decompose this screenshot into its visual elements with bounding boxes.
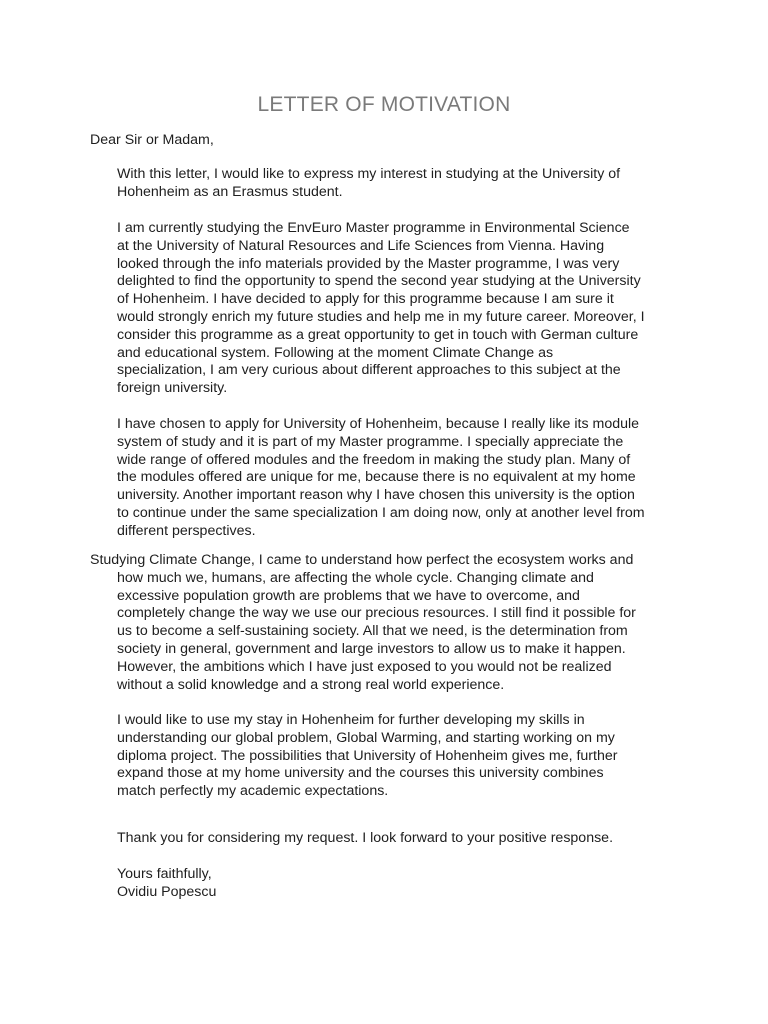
text-line: system of study and it is part of my Master programme. I specially appreciate the [117, 433, 624, 450]
text-line: I have chosen to apply for University of Hohenheim, because I really like its module [117, 416, 640, 432]
text-line: With this letter, I would like to express my interest in studying at the University of [117, 166, 621, 182]
paragraph-current-studies [117, 220, 697, 398]
text-line: how much we, humans, are affecting the whole cycle. Changing climate and [117, 569, 594, 586]
text-line: Thank you for considering my request. I look forward to your positive response. [117, 830, 614, 846]
text-line: understanding our global problem, Global Warming, and starting working on my [117, 729, 615, 746]
text-line: Hohenheim as an Erasmus student. [117, 183, 343, 200]
paragraph-intro [117, 166, 697, 202]
letter-title: LETTER OF MOTIVATION [257, 93, 511, 116]
paragraph-stay-plans [117, 712, 697, 801]
paragraph-climate-change [90, 552, 690, 694]
text-line: excessive population growth are problems that we have to overcome, and [117, 587, 580, 604]
text-line: to continue under the same specialization I am doing now, only at another level from [117, 504, 645, 521]
text-line: specialization, I am very curious about different approaches to this subject at the [117, 362, 621, 379]
text-line: I would like to use my stay in Hohenheim for further developing my skills in [117, 712, 585, 728]
text-line: consider this programme as a great opportunity to get in touch with German culture [117, 326, 639, 343]
text-line: society in general, government and large investors to allow us to make it happen. [117, 640, 626, 657]
text-line: at the University of Natural Resources and Life Sciences from Vienna. Having [117, 237, 605, 254]
text-line: us to become a self-sustaining society. All that we need, is the determination from [117, 623, 628, 640]
text-line: university. Another important reason why I have chosen this university is the option [117, 487, 635, 504]
paragraph-reasons [117, 416, 697, 541]
text-line: foreign university. [117, 380, 228, 397]
text-line: expand those at my home university and the courses this university combines [117, 765, 604, 782]
text-line: diploma project. The possibilities that University of Hohenheim gives me, further [117, 747, 618, 764]
text-line: match perfectly my academic expectations. [117, 783, 389, 800]
text-line: wide range of offered modules and the freedom in making the study plan. Many of [117, 451, 631, 468]
text-line: of Hohenheim. I have decided to apply for this programme because I am sure it [117, 291, 614, 308]
closing-text: Yours faithfully, [117, 866, 212, 882]
text-line: Studying Climate Change, I came to understand how perfect the ecosystem works and [90, 552, 634, 568]
text-line: completely change the way we use our precious resources. I still find it possible for [117, 605, 636, 622]
text-line: different perspectives. [117, 522, 256, 539]
signature-name: Ovidiu Popescu [117, 883, 217, 900]
text-line: and educational system. Following at the moment Climate Change as [117, 344, 554, 361]
text-line: without a solid knowledge and a strong real world experience. [117, 676, 505, 693]
closing-block [117, 866, 697, 902]
text-line: delighted to find the opportunity to spend the second year studying at the University [117, 273, 641, 290]
text-line: However, the ambitions which I have just exposed to you would not be realized [117, 658, 612, 675]
text-line: would strongly enrich my future studies and help me in my future career. Moreover, I [117, 308, 645, 325]
text-line: I am currently studying the EnvEuro Master programme in Environmental Science [117, 220, 630, 236]
salutation: Dear Sir or Madam, [90, 132, 214, 148]
paragraph-thanks [117, 830, 697, 848]
text-line: the modules offered are unique for me, because there is no equivalent at my home [117, 469, 636, 486]
text-line: looked through the info materials provided by the Master programme, I was very [117, 255, 620, 272]
